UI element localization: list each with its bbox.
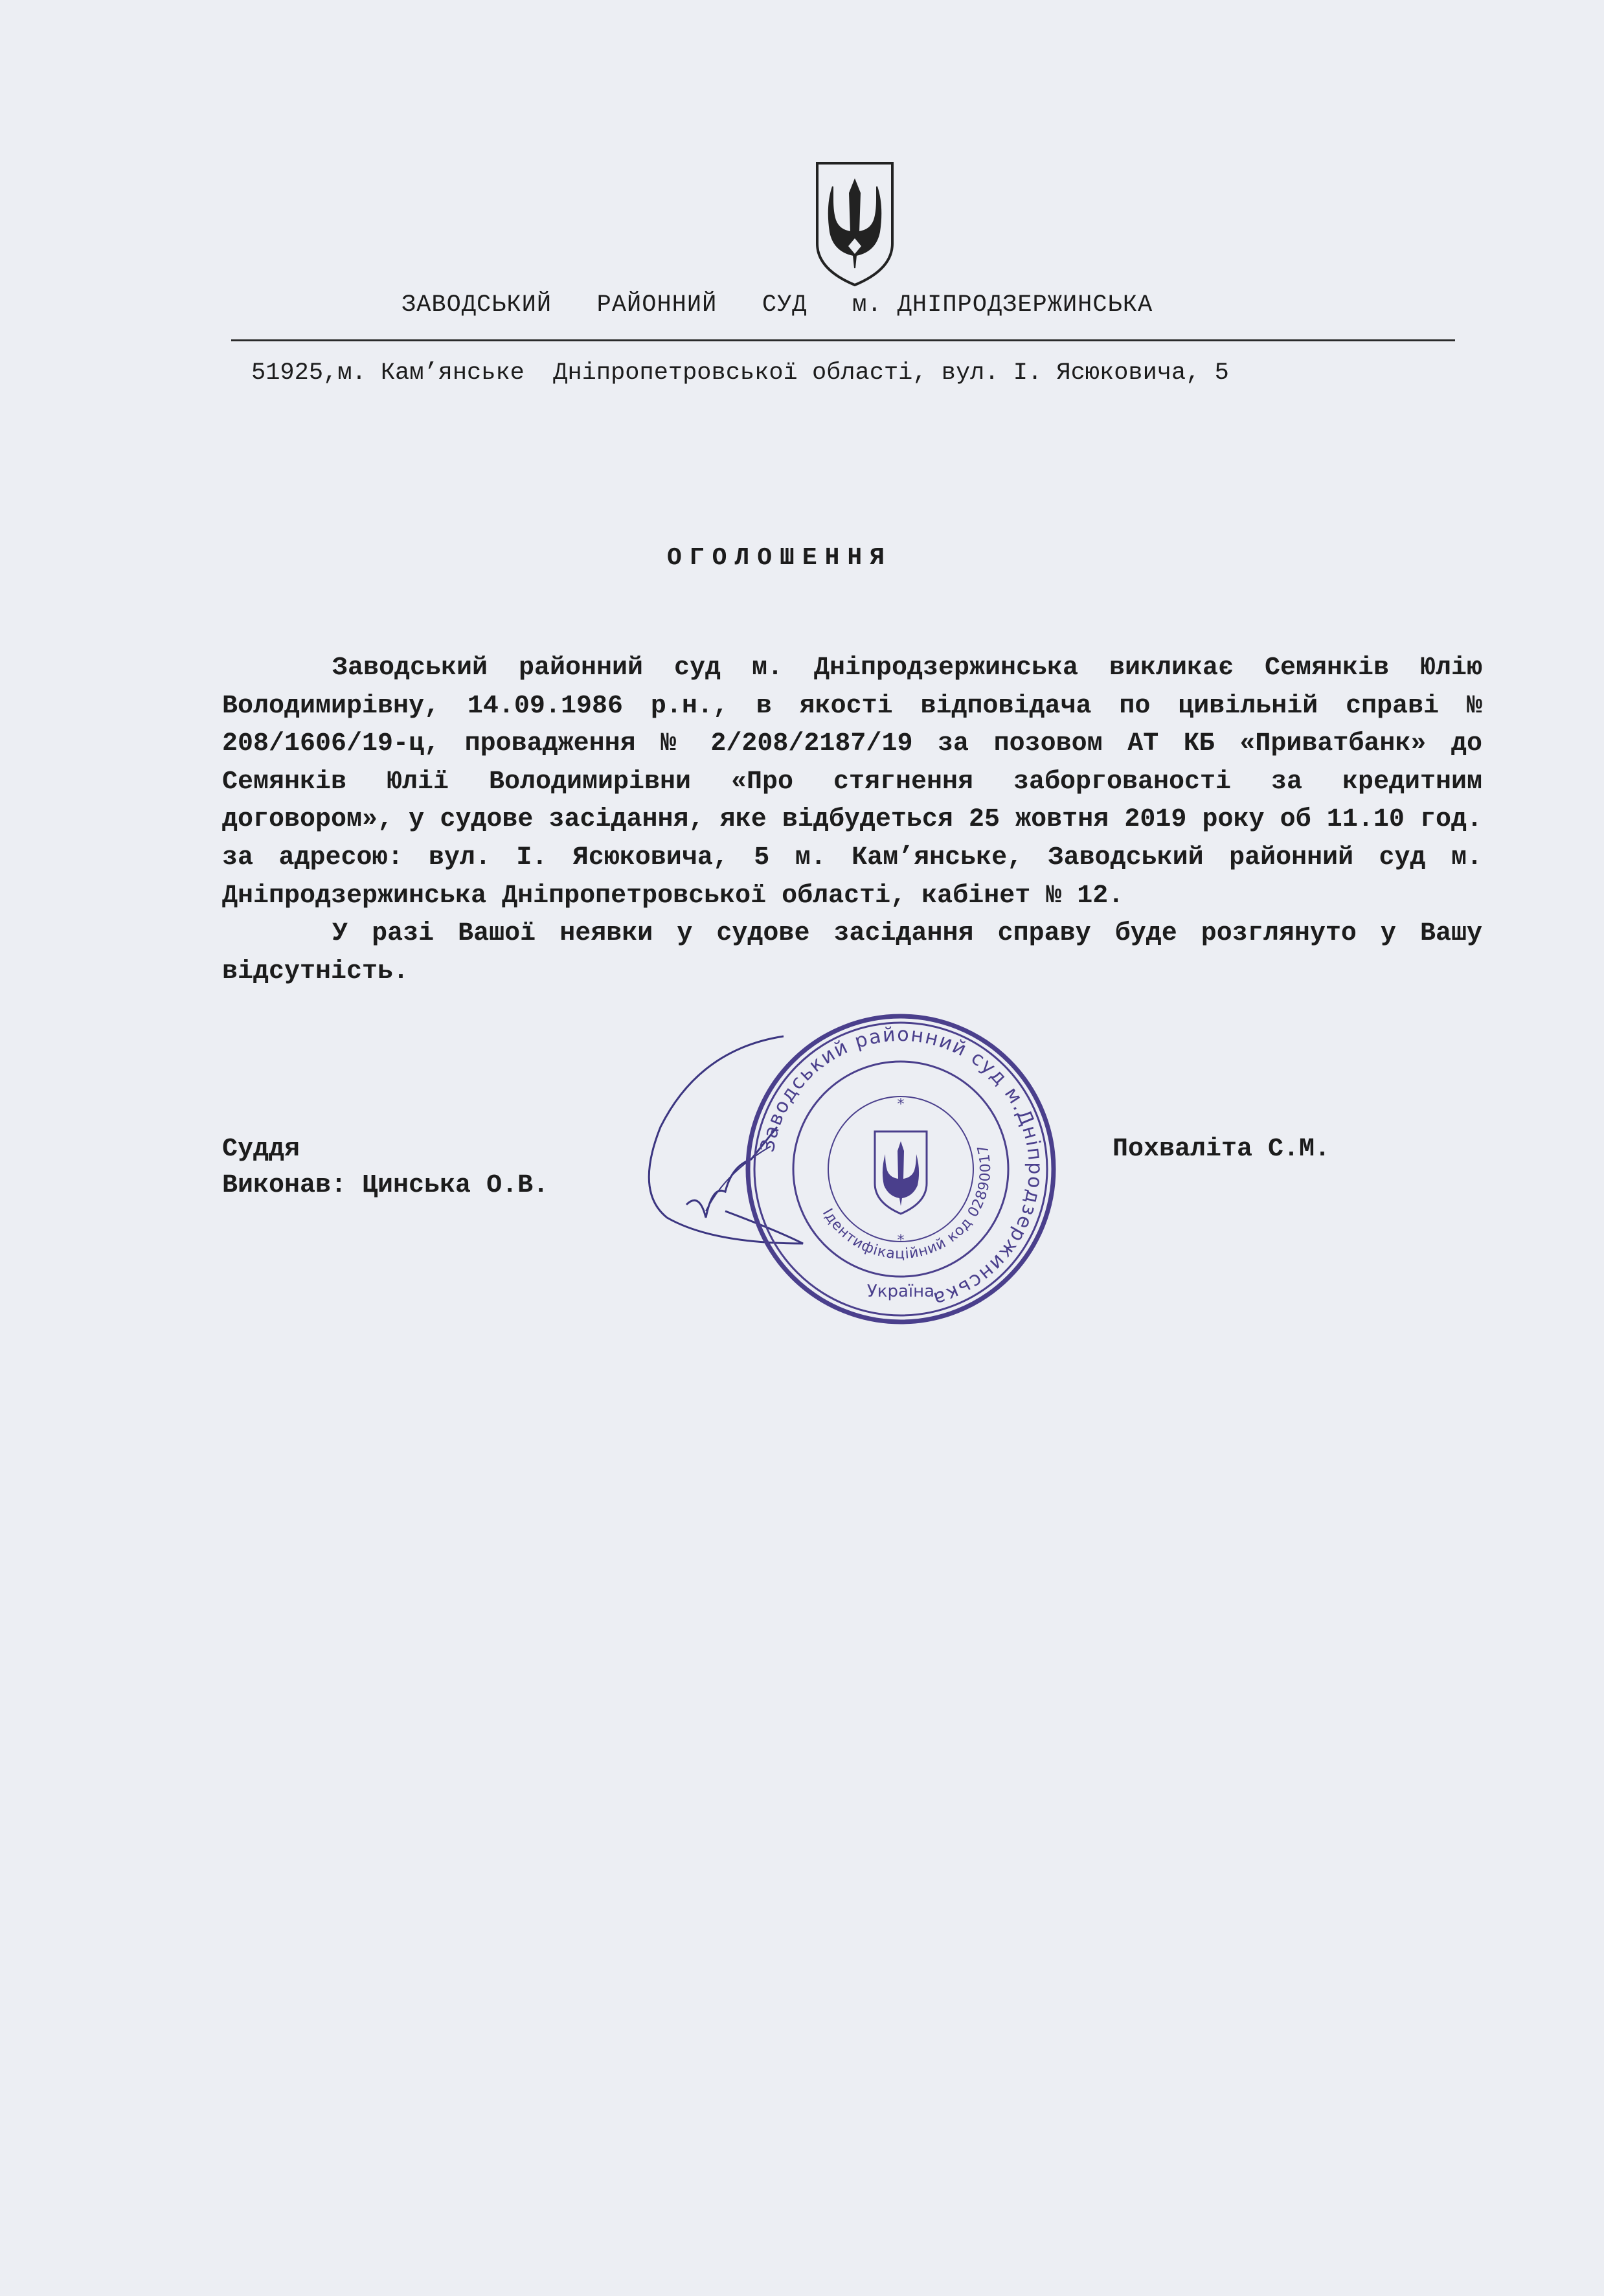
announcement-paragraph: Заводський районний суд м. Дніпродзержинська викликає Семянків Юлію Володимирівну, 14.09.1986 р.н., в якості відповідача по цивільній справі № 208/1606/19-ц, провадження № 2/208/2187/19 за позовом АТ КБ «Приватбанк» до Семянків Юлії Володимирівни «Про стягнення заборгованості за кредитним договором», у судове засідання, яке відбудеться 25 жовтня 2019 року об 11.10 год. за адресою: вул. І. Ясюковича, 5 м. Кам’янське, Заводський районний суд м. Дніпродзержинська Дніпропетровської області, кабінет № 12. <box>222 654 1482 911</box>
court-name: ЗАВОДСЬКИЙ РАЙОННИЙ СУД м. ДНІПРОДЗЕРЖИНСЬКА <box>401 291 1153 319</box>
executor-line: Виконав: Цинська О.В. <box>222 1171 549 1200</box>
coat-of-arms-icon <box>813 161 896 288</box>
svg-text:Ідентифікаційний код 02890017 <box>819 1142 994 1262</box>
seal-bottom-text: Україна <box>866 1282 935 1301</box>
seal-outer-text: Заводський районний суд м.Дніпродзержинська <box>756 1023 1047 1311</box>
judge-role-label: Суддя <box>222 1135 300 1164</box>
svg-text:*: * <box>897 1097 905 1113</box>
announcement-body <box>222 650 1482 991</box>
svg-text:*: * <box>897 1233 905 1249</box>
seal-coat-of-arms-icon <box>875 1131 927 1214</box>
judge-name: Похваліта С.М. <box>1113 1135 1331 1164</box>
document-title: ОГОЛОШЕННЯ <box>667 544 893 572</box>
official-seal <box>743 1012 1058 1326</box>
seal-inner-text: Ідентифікаційний код 02890017 <box>819 1142 995 1263</box>
absence-notice-paragraph: У разі Вашої неявки у судове засідання справу буде розглянуто у Вашу відсутність. <box>222 919 1482 986</box>
header-divider <box>231 339 1455 341</box>
court-address: 51925,м. Кам’янське Дніпропетровської області, вул. І. Ясюковича, 5 <box>251 359 1229 387</box>
